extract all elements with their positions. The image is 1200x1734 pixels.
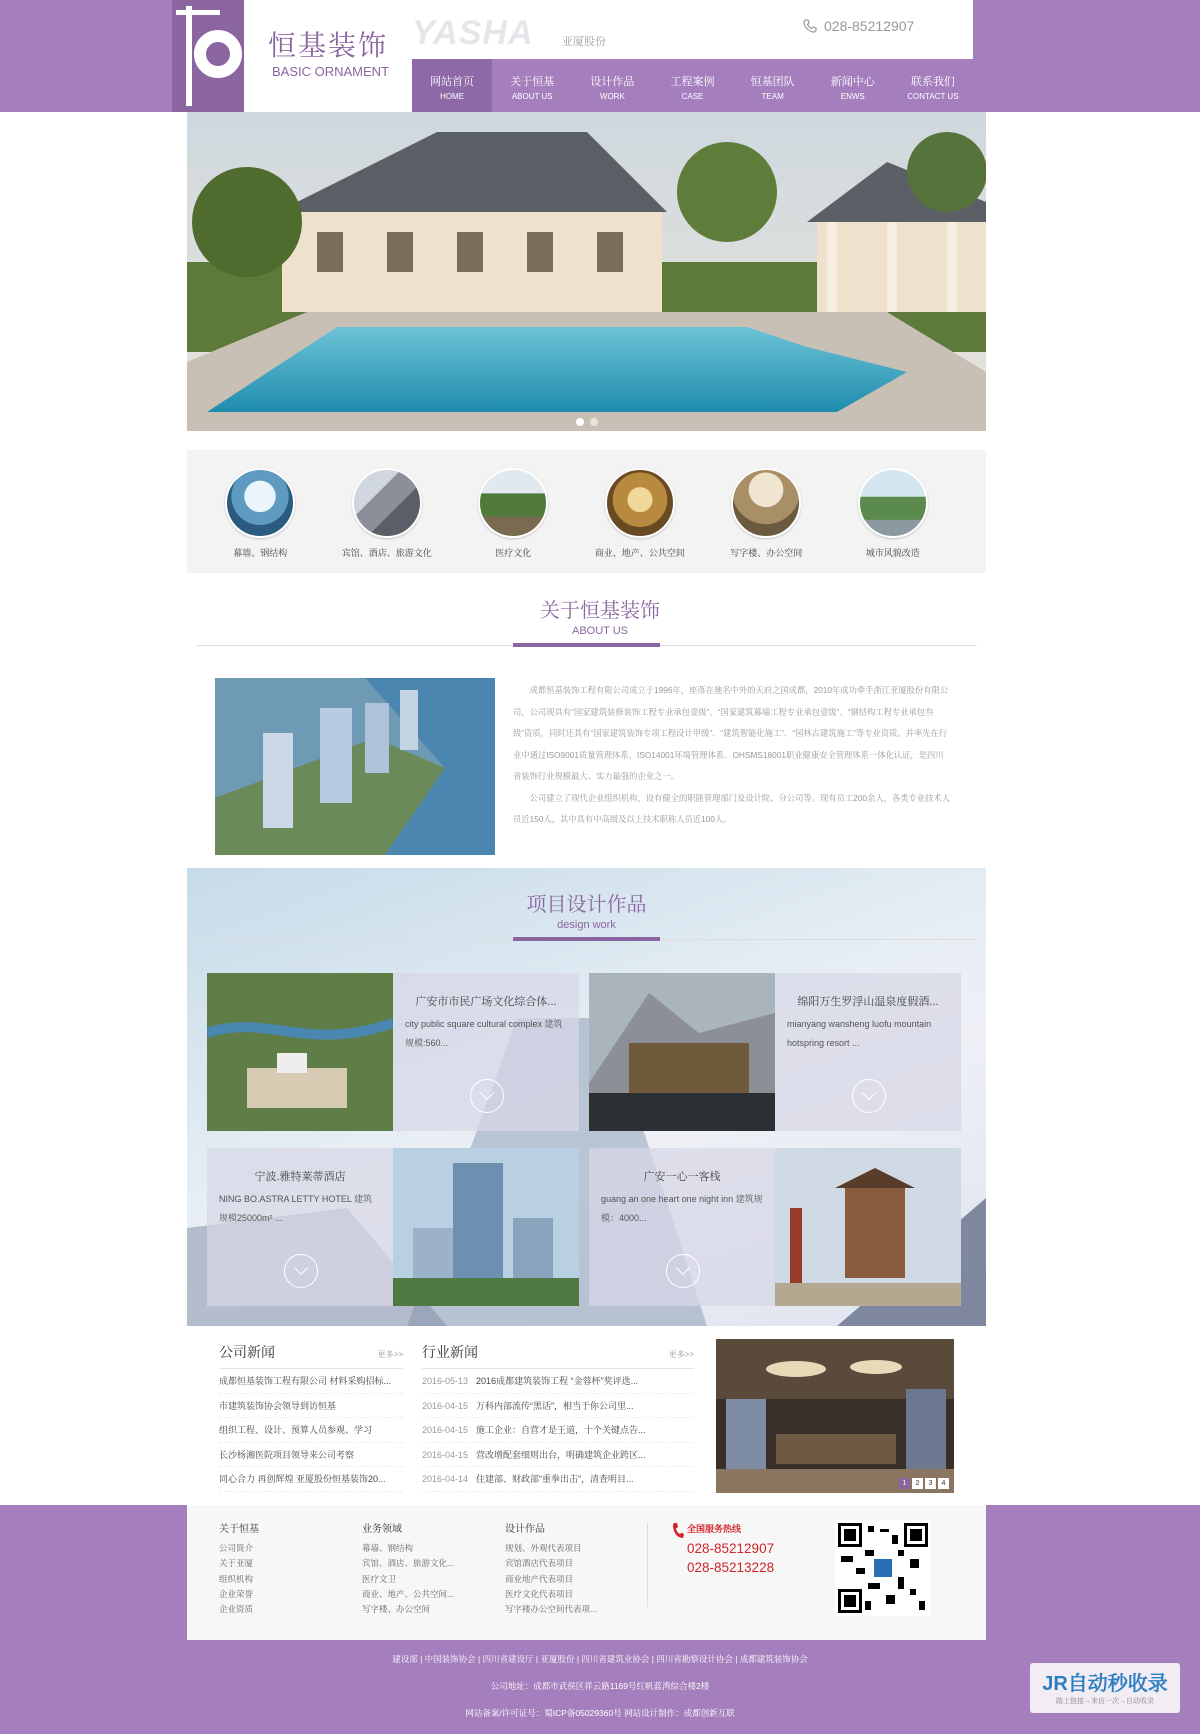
news-slideshow[interactable] <box>716 1339 954 1493</box>
footer-address: 公司地址：成都市武侯区祥云路1169号红帆蓝湾综合楼2楼 <box>490 1681 710 1691</box>
banner-dot-2[interactable] <box>590 418 598 426</box>
news-item[interactable]: 2016-05-13 2016成都建筑装饰工程 “金蓉杯”奖评选... <box>422 1369 694 1394</box>
nav-team[interactable]: 恒基团队 TEAM <box>750 76 795 101</box>
news-item[interactable]: 2016-04-14 住建部、财政部“重拳出击”，清查明目... <box>422 1467 694 1492</box>
work-title[interactable]: 绵阳万生罗浮山温泉度假酒... <box>797 996 939 1008</box>
news-item[interactable]: 成都恒基装饰工程有限公司 材料采购招标... <box>219 1369 403 1394</box>
phone-number: 028-85212907 <box>824 18 915 34</box>
work-image[interactable] <box>393 1148 579 1306</box>
footer-panel <box>187 1505 986 1640</box>
footer-col-business: 业务领域 幕墙、钢结构 宾馆、酒店、旅游文化... 医疗文卫 商业、地产、公共空间... 写字楼、办公空间 <box>362 1520 454 1617</box>
works-section <box>187 868 986 1326</box>
category-item[interactable]: 写字楼、办公空间 <box>703 450 830 573</box>
category-item[interactable]: 宾馆、酒店、旅游文化 <box>324 450 451 573</box>
pager-1[interactable]: 1 <box>899 1478 910 1489</box>
chevron-down-icon[interactable] <box>852 1079 886 1113</box>
work-desc: guang an one heart one night inn 建筑规模：4000... <box>601 1194 763 1223</box>
news-item[interactable]: 市建筑装饰协会领导到访恒基 <box>219 1394 403 1419</box>
partner-logo: YASHA <box>412 14 534 52</box>
category-image <box>731 468 801 538</box>
nav-news[interactable]: 新闻中心 ENWS <box>830 76 875 101</box>
about-heading: 关于恒基装饰 ABOUT US <box>540 600 660 637</box>
footer-link[interactable]: 幕墙、钢结构 <box>362 1543 414 1553</box>
about-underline <box>513 643 660 647</box>
footer-link[interactable]: 企业荣誉 <box>219 1588 254 1599</box>
category-item[interactable]: 医疗文化 <box>450 450 577 573</box>
industry-news <box>422 1342 694 1492</box>
logo-subtitle: BASIC ORNAMENT <box>272 64 390 79</box>
work-title[interactable]: 广安市市民广场文化综合体... <box>415 996 557 1008</box>
hero-banner[interactable] <box>187 112 986 431</box>
nav-work[interactable]: 设计作品 WORK <box>590 76 635 101</box>
footer-hotline: 全国服务热线 028-85212907 028-85213228 <box>675 1522 774 1575</box>
chevron-down-icon[interactable] <box>470 1079 504 1113</box>
category-image <box>478 468 548 538</box>
footer-link[interactable]: 关于亚厦 <box>219 1558 254 1569</box>
logo-title: 恒基装饰 <box>268 30 389 61</box>
banner-dots <box>576 418 598 426</box>
footer-link[interactable]: 医疗文卫 <box>362 1573 397 1584</box>
header <box>172 0 973 112</box>
category-image <box>858 468 928 538</box>
category-image <box>605 468 675 538</box>
footer-link[interactable]: 医疗文化代表项目 <box>505 1588 574 1599</box>
footer-link[interactable]: 公司简介 <box>219 1543 254 1553</box>
footer-link[interactable]: 宾馆酒店代表项目 <box>505 1558 574 1569</box>
main-nav <box>412 59 973 112</box>
chevron-down-icon[interactable] <box>666 1254 700 1288</box>
nav-contact[interactable]: 联系我们 CONTACT US <box>907 76 959 101</box>
work-desc: city public square cultural complex 建筑规模:560... <box>405 1019 563 1048</box>
hotline-number-2: 028-85213228 <box>687 1560 775 1575</box>
category-image <box>225 468 295 538</box>
news-item[interactable]: 长沙杨湘医院项目领导来公司考察 <box>219 1443 403 1468</box>
work-desc: NING BO.ASTRA LETTY HOTEL 建筑规模25000m² ... <box>219 1194 373 1223</box>
category-item[interactable]: 商业、地产、公共空间 <box>577 450 704 573</box>
industry-news-title: 行业新闻 <box>422 1344 478 1360</box>
footer-col-about: 关于恒基 公司简介 关于亚厦 组织机构 企业荣誉 企业资质 <box>219 1520 259 1617</box>
news-item[interactable]: 2016-04-15 施工企业：自营才是王道，十个关键点告... <box>422 1418 694 1443</box>
pager-4[interactable]: 4 <box>938 1478 949 1489</box>
footer-link[interactable]: 组织机构 <box>219 1573 254 1584</box>
qr-code <box>835 1520 931 1616</box>
news-item[interactable]: 2016-04-15 万科内部流传“黑话”，相当于你公司里... <box>422 1394 694 1419</box>
news-item[interactable]: 组织工程、设计、预算人员参观、学习 <box>219 1418 403 1443</box>
works-heading: 项目设计作品 design work <box>526 894 647 931</box>
slideshow-pager <box>899 1478 949 1489</box>
footer-links-line[interactable]: 建设部 | 中国装饰协会 | 四川省建设厅 | 亚厦股份 | 四川省建筑业协会 | 四川省勘察设计协会 | 成都建筑装饰协会 <box>392 1654 808 1664</box>
pager-2[interactable]: 2 <box>912 1478 923 1489</box>
footer-icp: 网站备案/许可证号：蜀ICP备05029360号 网站设计制作：成都创新互联 <box>465 1708 735 1718</box>
nav-case[interactable]: 工程案例 CASE <box>670 76 715 101</box>
category-item[interactable]: 城市风貌改造 <box>830 450 957 573</box>
footer-link[interactable]: 规划、外观代表项目 <box>505 1543 582 1553</box>
watermark-badge: JR自动秒收录 踏上链接→来访一次→自动收录 <box>1030 1663 1180 1713</box>
work-card[interactable] <box>207 1148 393 1306</box>
work-image[interactable] <box>775 1148 961 1306</box>
footer-col-works: 设计作品 规划、外观代表项目 宾馆酒店代表项目 商业地产代表项目 医疗文化代表项目 写字楼办公空间代表项... <box>505 1520 597 1617</box>
footer-link[interactable]: 写字楼办公空间代表项... <box>505 1604 598 1615</box>
logo-icon[interactable] <box>172 0 244 112</box>
nav-about[interactable]: 关于恒基 ABOUT US <box>510 76 555 101</box>
work-title[interactable]: 宁波.雅特莱蒂酒店 <box>254 1171 346 1183</box>
work-desc: mianyang wansheng luofu mountain hotspring resort ... <box>787 1019 932 1048</box>
pager-3[interactable]: 3 <box>925 1478 936 1489</box>
category-image <box>352 468 422 538</box>
news-item[interactable]: 同心合力 再创辉煌 亚厦股份恒基装饰20... <box>219 1467 403 1492</box>
work-card[interactable] <box>393 973 579 1131</box>
footer-link[interactable]: 宾馆、酒店、旅游文化... <box>362 1558 455 1569</box>
nav-home[interactable]: 网站首页 HOME <box>412 59 492 112</box>
category-item[interactable]: 幕墙、钢结构 <box>197 450 324 573</box>
company-news-more[interactable]: 更多>> <box>377 1350 403 1359</box>
work-title[interactable]: 广安一心一客栈 <box>643 1171 721 1183</box>
works-underline <box>513 937 660 941</box>
company-news <box>219 1342 403 1492</box>
header-phone <box>802 18 914 34</box>
about-paragraph: 成都恒基装饰工程有限公司成立于1996年，座落在驰名中外的天府之国成都，2010年成功牵手浙江亚厦股份有限公司，公司现具有“国家建筑装修装饰工程专业承包壹级”、“国家建筑幕墙工程专业承包壹级”、“钢结构工程专业承包叁级”资质，同时还具有“国家建筑装饰专项工程设计甲级”、“建筑智能化施工”、“园林古建筑施工”等专业资质。并率先在行业中通过ISO9001质量管理体系、ISO14001环境管理体系、OHSMS18001职业健康安全管理体系一体化认证，是四川省装饰行业规模最大、实力最强的企业之一。 <box>513 685 949 781</box>
chevron-down-icon[interactable] <box>284 1254 318 1288</box>
work-image[interactable] <box>207 973 393 1131</box>
category-strip <box>187 450 986 573</box>
industry-news-more[interactable]: 更多>> <box>668 1350 694 1359</box>
work-card[interactable] <box>775 973 961 1131</box>
partner-name: 亚厦股份 <box>562 36 606 48</box>
about-image <box>215 678 495 855</box>
footer-link[interactable]: 商业地产代表项目 <box>505 1573 574 1584</box>
work-image[interactable] <box>589 973 775 1131</box>
banner-dot-1[interactable] <box>576 418 584 426</box>
hotline-number-1: 028-85212907 <box>687 1541 775 1556</box>
footer-link[interactable]: 写字楼、办公空间 <box>362 1604 431 1615</box>
footer-divider <box>647 1523 648 1607</box>
phone-icon <box>671 1522 685 1540</box>
company-news-title: 公司新闻 <box>219 1344 275 1360</box>
phone-icon <box>802 18 818 34</box>
about-paragraph: 公司建立了现代企业组织机构，设有健全的职能管理部门及设计院、分公司等。现有员工200余人，各类专业技术人员近150人，其中具有中高级及以上技术职称人员近100人。 <box>513 792 950 824</box>
footer-link[interactable]: 商业、地产、公共空间... <box>362 1588 455 1599</box>
work-card[interactable] <box>589 1148 775 1306</box>
about-text <box>513 680 950 831</box>
news-item[interactable]: 2016-04-15 营改增配套细则出台，明确建筑企业跨区... <box>422 1443 694 1468</box>
footer-link[interactable]: 企业资质 <box>219 1604 254 1615</box>
villa-pool-image <box>187 112 986 431</box>
